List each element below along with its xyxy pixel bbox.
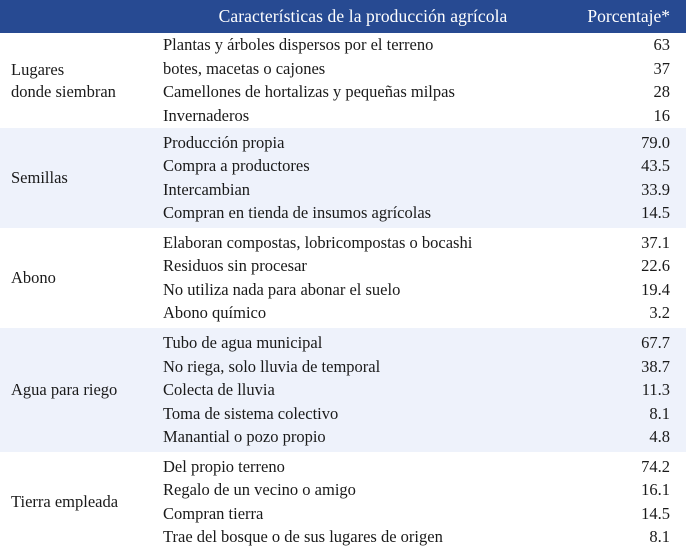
table-row [163,81,686,105]
row-description: Compran en tienda de insumos agrícolas [163,203,432,223]
table-row [163,378,686,402]
group-label [0,267,163,289]
column-header-percentage: Porcentaje* [587,6,670,26]
row-description: Regalo de un vecino o amigo [163,480,356,500]
row-description: Del propio terreno [163,456,285,476]
table-row [163,302,686,326]
table-row [163,155,686,179]
table-row [163,331,686,355]
group-label-line: Semillas [11,168,68,188]
row-description: Trae del bosque o de sus lugares de origen [163,527,443,547]
group-label-line: Lugares [11,59,65,79]
row-percentage-value: 43.5 [641,156,670,176]
group-label [0,59,163,103]
row-percentage-value: 67.7 [641,333,670,352]
table-group [0,228,686,328]
row-description: Elaboran compostas, lobricompostas o bocashi [163,232,473,252]
row-description: Residuos sin procesar [163,256,307,276]
row-description: Tubo de agua municipal [163,333,323,352]
table-row [163,479,686,503]
row-percentage-value: 16 [653,105,670,125]
row-description: Intercambian [163,179,251,199]
row-description: Compran tierra [163,503,264,523]
row-percentage-value: 38.7 [641,356,670,376]
group-label-line: Tierra empleada [11,492,119,512]
row-description: Colecta de lluvia [163,380,275,399]
row-percentage-value: 33.9 [641,179,670,199]
group-label [0,379,163,401]
row-percentage-value: 8.1 [649,527,670,547]
row-percentage-value: 3.2 [649,303,670,323]
group-label-line: Abono [11,268,56,288]
table-group [0,452,686,552]
table-row [163,178,686,202]
row-percentage-value: 63 [653,35,670,55]
row-description: Toma de sistema colectivo [163,403,339,423]
row-description: Compra a productores [163,156,310,176]
group-rows [163,455,686,549]
table-row [163,425,686,449]
table-group [0,128,686,228]
table-row [163,131,686,155]
group-rows [163,231,686,325]
table-body [0,33,686,552]
row-percentage-value: 28 [653,82,670,102]
table-row [163,202,686,226]
row-description: Invernaderos [163,105,250,125]
table-row [163,57,686,81]
group-label [0,167,163,189]
row-percentage-value: 4.8 [649,427,670,446]
table-row [163,526,686,550]
group-rows [163,331,686,449]
row-percentage-value: 37 [653,58,670,78]
row-description: Manantial o pozo propio [163,427,326,446]
row-percentage-value: 74.2 [641,456,670,476]
row-percentage-value: 22.6 [641,256,670,276]
group-rows [163,131,686,225]
group-label-line: donde siembran [11,81,116,101]
row-percentage-value: 14.5 [641,203,670,223]
table-row [163,455,686,479]
group-rows [163,34,686,128]
row-description: No utiliza nada para abonar el suelo [163,279,401,299]
row-percentage-value: 79.0 [641,132,670,152]
group-label [0,491,163,513]
table-row [163,502,686,526]
row-percentage-value: 11.3 [641,380,670,399]
row-percentage-value: 8.1 [649,403,670,423]
column-header-characteristics: Características de la producción agrícola [218,6,508,26]
table-group [0,328,686,452]
table-group [0,33,686,128]
table-row [163,255,686,279]
row-description: Plantas y árboles dispersos por el terreno [163,35,434,55]
row-percentage-value: 14.5 [641,503,670,523]
row-description: Producción propia [163,132,285,152]
table-row [163,231,686,255]
table-header [0,0,686,33]
table-row [163,34,686,58]
table-row [163,402,686,426]
row-percentage-value: 37.1 [641,232,670,252]
row-description: No riega, solo lluvia de temporal [163,356,381,376]
row-percentage-value: 19.4 [641,279,670,299]
row-percentage-value: 16.1 [641,480,670,500]
table-row [163,278,686,302]
group-label-line: Agua para riego [11,380,118,400]
row-description: botes, macetas o cajones [163,58,326,78]
row-description: Camellones de hortalizas y pequeñas milpas [163,82,455,102]
row-description: Abono químico [163,303,267,323]
table-row [163,355,686,379]
table-row [163,104,686,128]
